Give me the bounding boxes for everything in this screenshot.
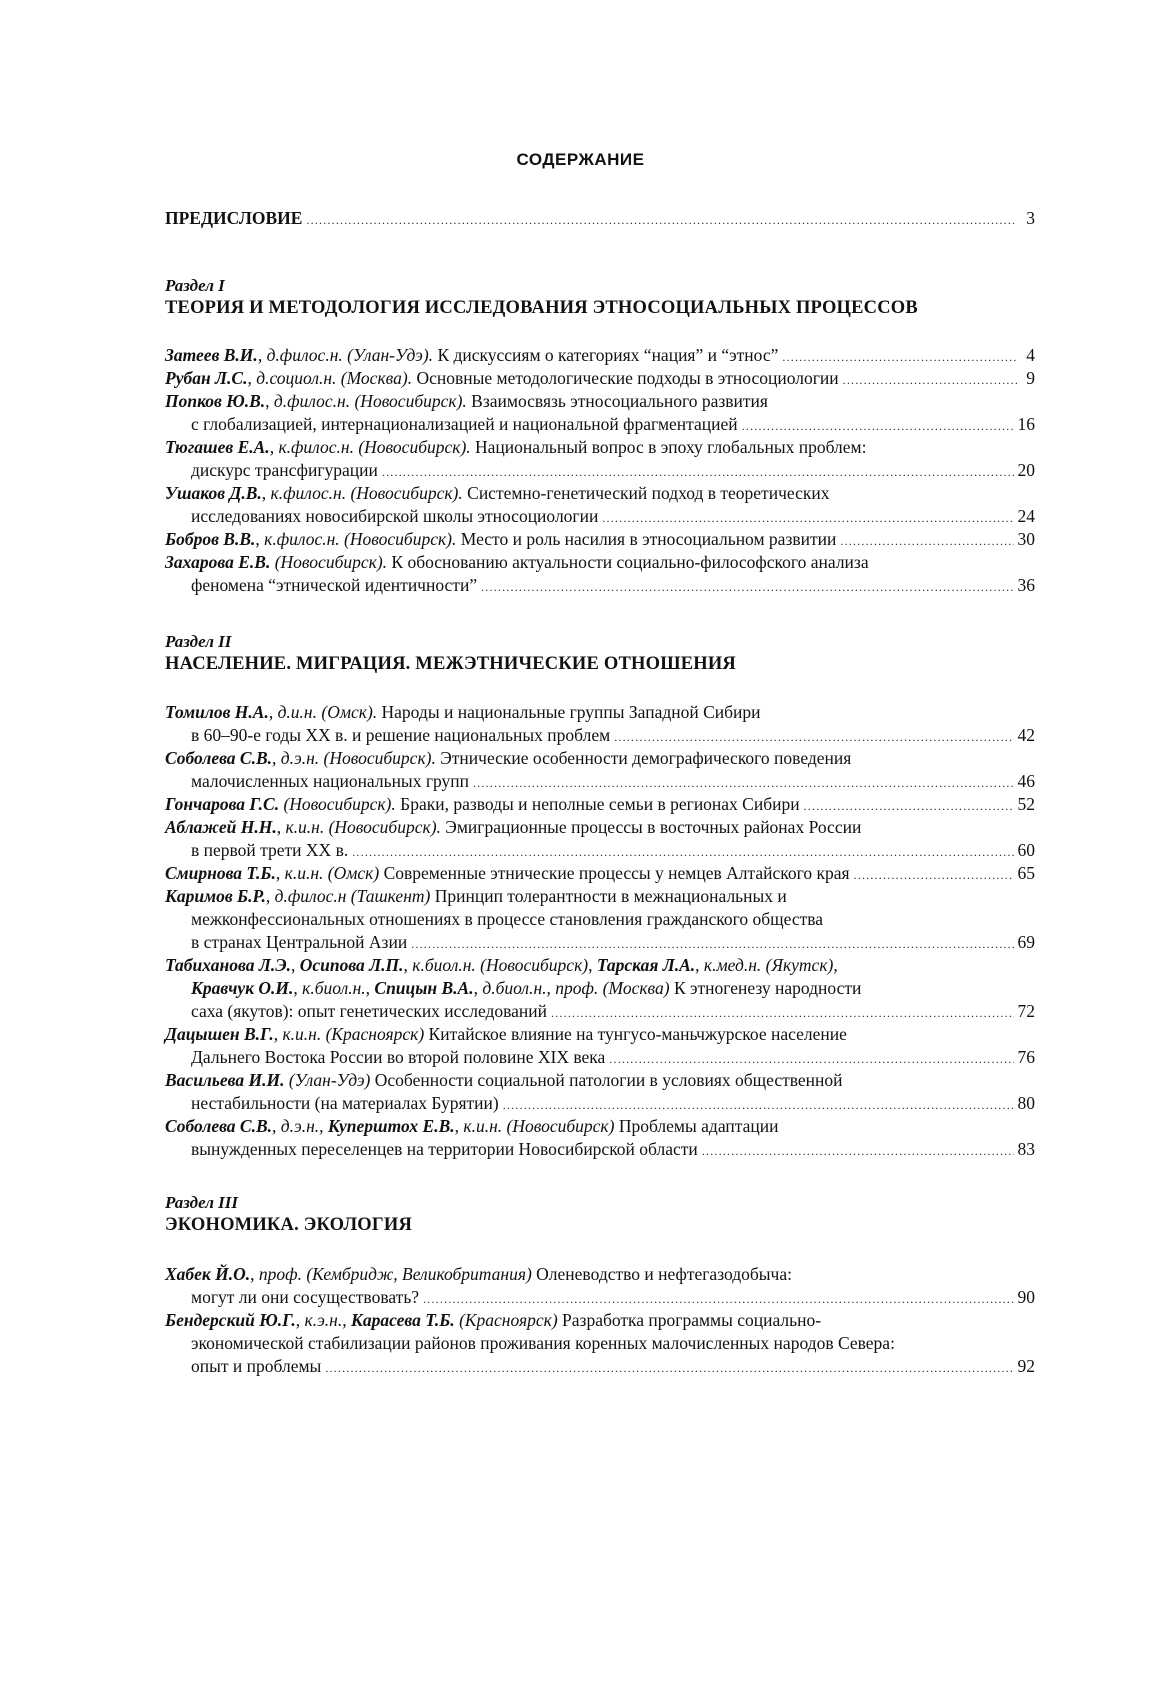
entry-text — [191, 838, 348, 862]
preface-label: ПРЕДИСЛОВИЕ — [165, 208, 303, 228]
toc-entry[interactable] — [165, 861, 1035, 885]
toc-entry[interactable] — [165, 527, 1035, 551]
entry-title-text: Взаимосвязь этносоциального развития — [466, 391, 768, 411]
toc-entry-continuation[interactable] — [191, 976, 1035, 1000]
entry-title-text: , — [272, 1116, 281, 1136]
entry-title-text: , — [272, 748, 281, 768]
toc-entry-continuation[interactable] — [191, 412, 1035, 436]
author-credentials: д.и.н. (Омск). — [277, 702, 378, 722]
author-name: Затеев В.И. — [165, 345, 258, 365]
entry-title-text: Современные этнические процессы у немцев Алтайского края — [379, 863, 850, 883]
author-credentials: д.филос.н (Ташкент) — [274, 886, 431, 906]
toc-entry-continuation[interactable] — [191, 1354, 1035, 1378]
entry-text — [165, 527, 836, 551]
author-name: Дацышен В.Г. — [165, 1024, 274, 1044]
author-credentials: д.филос.н. (Новосибирск). — [273, 391, 467, 411]
toc-entry-continuation[interactable] — [191, 907, 1035, 931]
entry-text — [165, 1262, 792, 1286]
author-name: Кравчук О.И. — [191, 978, 294, 998]
entry-text — [165, 792, 800, 816]
entry-title-text: межконфессиональных отношениях в процессе становления гражданского общества — [191, 909, 824, 929]
entry-text — [165, 435, 866, 459]
entry-title-text: исследованиях новосибирской школы этносоциологии — [191, 506, 599, 526]
toc-entry[interactable] — [165, 1262, 1035, 1286]
author-credentials: к.филос.н. (Новосибирск). — [270, 483, 463, 503]
author-name: Хабек Й.О. — [165, 1264, 251, 1284]
entry-title-text: , — [265, 391, 274, 411]
toc-entry-continuation[interactable] — [191, 458, 1035, 482]
entry-title-text: Браки, разводы и неполные семьи в регионах Сибири — [395, 794, 800, 814]
entry-text — [191, 412, 738, 436]
author-name: Захарова Е.В. — [165, 552, 271, 572]
entry-title-text: опыт и проблемы — [191, 1356, 322, 1376]
entry-title-text: в странах Центральной Азии — [191, 932, 408, 952]
section-title: ЭКОНОМИКА. ЭКОЛОГИЯ — [165, 1215, 413, 1235]
entry-text — [165, 1068, 843, 1092]
author-name: Васильева И.И. — [165, 1070, 285, 1090]
author-credentials: к.и.н. (Омск) — [284, 863, 380, 883]
entry-title-text: , — [273, 1024, 283, 1044]
entry-title-text: Дальнего Востока России во второй половине XIX века — [191, 1047, 606, 1067]
author-credentials: к.и.н. (Новосибирск) — [463, 1116, 615, 1136]
author-credentials: (Улан-Удэ) — [288, 1070, 371, 1090]
author-name: Соболева С.В. — [165, 1116, 273, 1136]
entry-title-text: Место и роль насилия в этносоциальном развитии — [456, 529, 837, 549]
entry-title-text: Разработка программы социально- — [557, 1310, 822, 1330]
page-number: 92 — [1017, 1356, 1035, 1376]
entry-text — [191, 1331, 895, 1355]
toc-entry-continuation[interactable] — [191, 1331, 1035, 1355]
page-number: 52 — [1017, 794, 1035, 814]
author-credentials: д.биол.н., проф. (Москва) — [482, 978, 670, 998]
entry-title-text: в первой трети XX в. — [191, 840, 349, 860]
toc-entry[interactable] — [165, 1022, 1035, 1046]
entry-title-text: , — [268, 702, 278, 722]
toc-entry-continuation[interactable] — [191, 573, 1035, 597]
toc-entry[interactable] — [165, 1308, 1035, 1332]
section-title: ТЕОРИЯ И МЕТОДОЛОГИЯ ИССЛЕДОВАНИЯ ЭТНОСОЦИАЛЬНЫХ ПРОЦЕССОВ — [165, 298, 918, 318]
toc-entry[interactable] — [165, 815, 1035, 839]
section-label: Раздел III — [165, 1193, 239, 1212]
author-name: Рубан Л.С. — [165, 368, 248, 388]
toc-entry[interactable] — [165, 792, 1035, 816]
entry-text — [191, 573, 477, 597]
entry-title-text: , — [454, 1116, 464, 1136]
entry-text — [191, 1045, 605, 1069]
entry-text — [191, 907, 823, 931]
entry-text — [165, 1308, 821, 1332]
page-number: 4 — [1026, 345, 1035, 365]
entry-title-text: Китайское влияние на тунгусо-маньчжурское население — [424, 1024, 847, 1044]
entry-text — [165, 861, 850, 885]
author-credentials: д.э.н. (Новосибирск). — [280, 748, 436, 768]
author-credentials: (Новосибирск). — [283, 794, 396, 814]
toc-entry-continuation[interactable] — [191, 769, 1035, 793]
author-name: Соболева С.В. — [165, 748, 273, 768]
section-label: Раздел II — [165, 632, 232, 651]
author-credentials: к.биол.н. (Новосибирск), — [412, 955, 593, 975]
entry-title-text: , — [269, 437, 279, 457]
author-credentials: д.филос.н. (Улан-Удэ). — [266, 345, 434, 365]
toc-entry[interactable] — [165, 1114, 1035, 1138]
author-credentials: к.и.н. (Новосибирск). — [285, 817, 441, 837]
toc-entry-continuation[interactable] — [191, 1137, 1035, 1161]
author-name: Каримов Б.Р. — [165, 886, 266, 906]
page-title: СОДЕРЖАНИЕ — [516, 150, 645, 169]
author-credentials: к.биол.н., — [302, 978, 371, 998]
section-label: Раздел I — [165, 276, 225, 295]
dot-leader — [481, 575, 1013, 599]
entry-title-text: Проблемы адаптации — [614, 1116, 779, 1136]
entry-title-text: вынужденных переселенцев на территории Новосибирской области — [191, 1139, 698, 1159]
toc-entry-continuation[interactable] — [191, 723, 1035, 747]
entry-title-text: , — [473, 978, 483, 998]
entry-title-text: , — [255, 529, 265, 549]
page-number: 16 — [1017, 414, 1035, 434]
entry-title-text: экономической стабилизации районов проживания коренных малочисленных народов Севера: — [191, 1333, 895, 1353]
entry-text — [191, 1354, 321, 1378]
toc-entry-continuation[interactable] — [191, 1091, 1035, 1115]
entry-title-text: , — [250, 1264, 259, 1284]
toc-entry[interactable] — [165, 884, 1035, 908]
entry-title-text: , — [261, 483, 271, 503]
entry-title-text: , — [247, 368, 257, 388]
toc-entry[interactable] — [165, 1068, 1035, 1092]
entry-title-text: , — [295, 1310, 305, 1330]
author-name: Попков Ю.В. — [165, 391, 266, 411]
entry-title-text: в 60–90-е годы XX в. и решение национальных проблем — [191, 725, 611, 745]
entry-title-text: К обоснованию актуальности социально-философского анализа — [387, 552, 869, 572]
entry-title-text: Системно-генетический подход в теоретических — [462, 483, 830, 503]
toc-entry[interactable] — [165, 389, 1035, 413]
entry-title-text: , — [290, 955, 300, 975]
dot-leader — [702, 1139, 1014, 1163]
toc-entry[interactable] — [165, 700, 1035, 724]
entry-title-text: Этнические особенности демографического поведения — [435, 748, 852, 768]
author-credentials: (Новосибирск). — [274, 552, 388, 572]
author-name: Ушаков Д.В. — [165, 483, 262, 503]
entry-text — [165, 1022, 847, 1046]
entry-text — [191, 1091, 499, 1115]
author-credentials: д.э.н., — [280, 1116, 324, 1136]
entry-title-text: Принцип толерантности в межнациональных и — [430, 886, 787, 906]
toc-entry[interactable] — [165, 481, 1035, 505]
entry-title-text: , — [257, 345, 267, 365]
entry-text — [165, 366, 839, 390]
author-name: Куперштох Е.В. — [327, 1116, 455, 1136]
author-name: Бобров В.В. — [165, 529, 256, 549]
page-number: 42 — [1017, 725, 1035, 745]
author-name: Тюгашев Е.А. — [165, 437, 270, 457]
author-credentials: к.мед.н. (Якутск), — [703, 955, 838, 975]
toc-entry-continuation[interactable] — [191, 1045, 1035, 1069]
page-number: 30 — [1017, 529, 1035, 549]
entry-text — [191, 930, 407, 954]
entry-title-text: с глобализацией, интернационализацией и национальной фрагментацией — [191, 414, 738, 434]
entry-title-text: дискурс трансфигурации — [191, 460, 378, 480]
preface-entry[interactable] — [165, 206, 1035, 230]
toc-entry[interactable] — [165, 435, 1035, 459]
page-number: 9 — [1026, 368, 1035, 388]
author-name: Гончарова Г.С. — [165, 794, 280, 814]
entry-text — [165, 953, 838, 977]
entry-text — [191, 999, 547, 1023]
entry-text — [191, 723, 610, 747]
author-name: Смирнова Т.Б. — [165, 863, 276, 883]
entry-title-text: К дискуссиям о категориях “нация” и “этнос” — [433, 345, 779, 365]
page-number: 60 — [1017, 840, 1035, 860]
page-number: 72 — [1017, 1001, 1035, 1021]
entry-title-text: Эмиграционные процессы в восточных районах России — [440, 817, 862, 837]
toc-entry-continuation[interactable] — [191, 1285, 1035, 1309]
page-number: 90 — [1017, 1287, 1035, 1307]
page-number: 69 — [1017, 932, 1035, 952]
entry-title-text: Оленеводство и нефтегазодобыча: — [531, 1264, 792, 1284]
toc-entry-continuation[interactable] — [191, 838, 1035, 862]
entry-text — [191, 976, 861, 1000]
entry-text — [191, 1137, 698, 1161]
entry-title-text: саха (якутов): опыт генетических исследований — [191, 1001, 548, 1021]
toc-entry[interactable] — [165, 550, 1035, 574]
toc-entry-continuation[interactable] — [191, 999, 1035, 1023]
author-name: Осипова Л.П. — [299, 955, 404, 975]
author-name: Табиханова Л.Э. — [165, 955, 291, 975]
page-number: 36 — [1017, 575, 1035, 595]
entry-text — [191, 504, 598, 528]
author-credentials: д.социол.н. (Москва). — [256, 368, 413, 388]
entry-title-text: , — [265, 886, 275, 906]
toc-entry-continuation[interactable] — [191, 504, 1035, 528]
author-name: Тарская Л.А. — [596, 955, 696, 975]
entry-text — [165, 1114, 778, 1138]
author-credentials: (Красноярск) — [459, 1310, 558, 1330]
author-name: Спицын В.А. — [374, 978, 474, 998]
toc-entry[interactable] — [165, 366, 1035, 390]
entry-text — [165, 389, 768, 413]
page-number: 24 — [1017, 506, 1035, 526]
entry-text — [165, 746, 851, 770]
toc-entry[interactable] — [165, 746, 1035, 770]
page-number: 46 — [1017, 771, 1035, 791]
author-credentials: к.филос.н. (Новосибирск). — [278, 437, 471, 457]
entry-text — [165, 700, 761, 724]
entry-text — [165, 550, 869, 574]
entry-text — [191, 458, 378, 482]
author-name: Бендерский Ю.Г. — [165, 1310, 296, 1330]
entry-text — [165, 343, 778, 367]
entry-text — [165, 481, 829, 505]
entry-text — [165, 815, 861, 839]
section-title: НАСЕЛЕНИЕ. МИГРАЦИЯ. МЕЖЭТНИЧЕСКИЕ ОТНОШЕНИЯ — [165, 654, 736, 674]
entry-title-text: малочисленных национальных групп — [191, 771, 469, 791]
page-number: 83 — [1017, 1139, 1035, 1159]
author-name: Аблажей Н.Н. — [165, 817, 277, 837]
entry-title-text: , — [275, 863, 285, 883]
dot-leader — [325, 1356, 1013, 1380]
toc-entry[interactable] — [165, 343, 1035, 367]
page-number: 80 — [1017, 1093, 1035, 1113]
entry-title-text: , — [293, 978, 303, 998]
toc-entry-continuation[interactable] — [191, 930, 1035, 954]
page-number: 20 — [1017, 460, 1035, 480]
entry-title-text: , — [695, 955, 704, 975]
page-number: 76 — [1017, 1047, 1035, 1067]
entry-title-text: К этногенезу народности — [669, 978, 862, 998]
page-number: 65 — [1017, 863, 1035, 883]
entry-title-text: , — [276, 817, 286, 837]
entry-title-text: , — [403, 955, 413, 975]
entry-text — [165, 884, 787, 908]
author-credentials: к.филос.н. (Новосибирск). — [264, 529, 457, 549]
entry-text — [191, 769, 469, 793]
entry-title-text: Особенности социальной патологии в условиях общественной — [370, 1070, 843, 1090]
entry-title-text: могут ли они сосуществовать? — [191, 1287, 420, 1307]
entry-title-text: нестабильности (на материалах Бурятии) — [191, 1093, 499, 1113]
entry-title-text: Основные методологические подходы в этносоциологии — [412, 368, 839, 388]
author-credentials: проф. (Кембридж, Великобритания) — [258, 1264, 532, 1284]
entry-text — [191, 1285, 419, 1309]
toc-entry[interactable] — [165, 953, 1035, 977]
page-number: 3 — [1026, 208, 1035, 228]
author-credentials: к.э.н., — [304, 1310, 347, 1330]
author-name: Томилов Н.А. — [165, 702, 269, 722]
entry-title-text: Национальный вопрос в эпоху глобальных проблем: — [470, 437, 867, 457]
dot-leader — [306, 208, 1017, 232]
entry-title-text: Народы и национальные группы Западной Сибири — [377, 702, 761, 722]
author-credentials: к.и.н. (Красноярск) — [282, 1024, 425, 1044]
entry-title-text: феномена “этнической идентичности” — [191, 575, 478, 595]
author-name: Карасева Т.Б. — [350, 1310, 455, 1330]
